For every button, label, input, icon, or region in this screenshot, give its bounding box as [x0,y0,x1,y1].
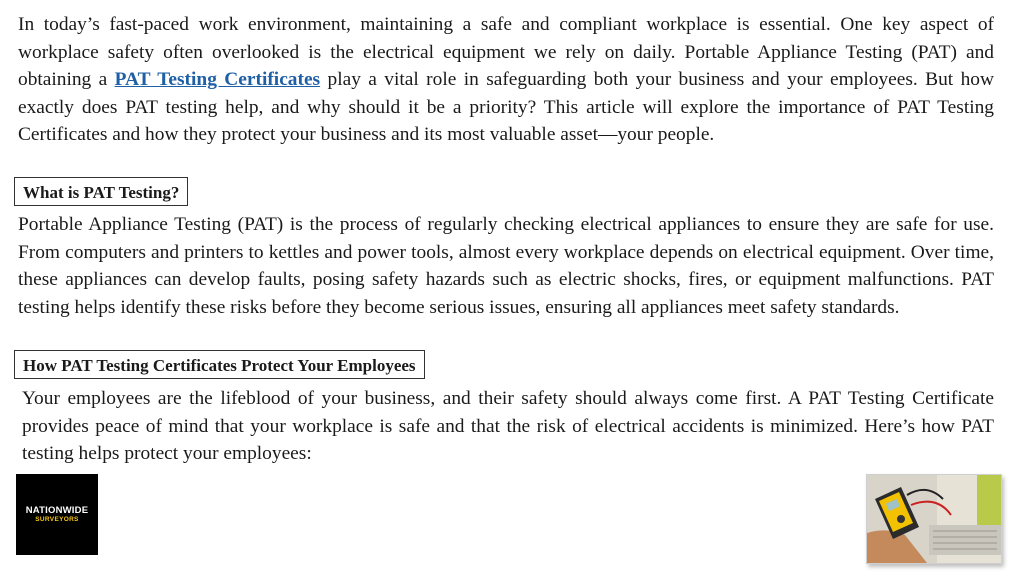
intro-text-after: play a vital role in safeguarding both your business and your employees. But how exactly does PAT testing help, and why should it be a priority? This article will explore the importance of PAT Testing Certificates and how they protect your business and its most valuable asset—your people. [18,69,994,145]
intro-paragraph [18,11,994,149]
intro-text-before: In today’s fast-paced work environment, maintaining a safe and compliant workplace is essential. One key aspect of workplace safety often overlooked is the electrical equipment we rely on daily. Portable Appliance Testing (PAT) and obtaining a [18,14,994,90]
logo-line2: SURVEYORS [35,515,79,523]
pat-tester-photo [866,474,1002,564]
section-heading-what-is-pat: What is PAT Testing? [14,177,188,206]
section2-paragraph: Your employees are the lifeblood of your business, and their safety should always come first. A PAT Testing Certificate provides peace of mind that your workplace is safe and that the risk of electrical accidents is minimized. Here’s how PAT testing helps protect your employees: [22,388,994,464]
pat-testing-certificates-link[interactable]: PAT Testing Certificates [114,69,321,90]
pat-tester-illustration [867,475,1001,563]
section-heading-protect-employees: How PAT Testing Certificates Protect Your Employees [14,350,425,379]
section1-paragraph: Portable Appliance Testing (PAT) is the process of regularly checking electrical appliances to ensure they are safe for use. From computers and printers to kettles and power tools, almost every workplace depends on electrical equipment. Over time, these appliances can develop faults, posing safety hazards such as electric shocks, fires, or equipment malfunctions. PAT testing helps identify these risks before they become serious issues, ensuring all appliances meet safety standards. [18,214,994,318]
logo-line1: NATIONWIDE [25,504,89,516]
nationwide-surveyors-logo [16,474,98,555]
